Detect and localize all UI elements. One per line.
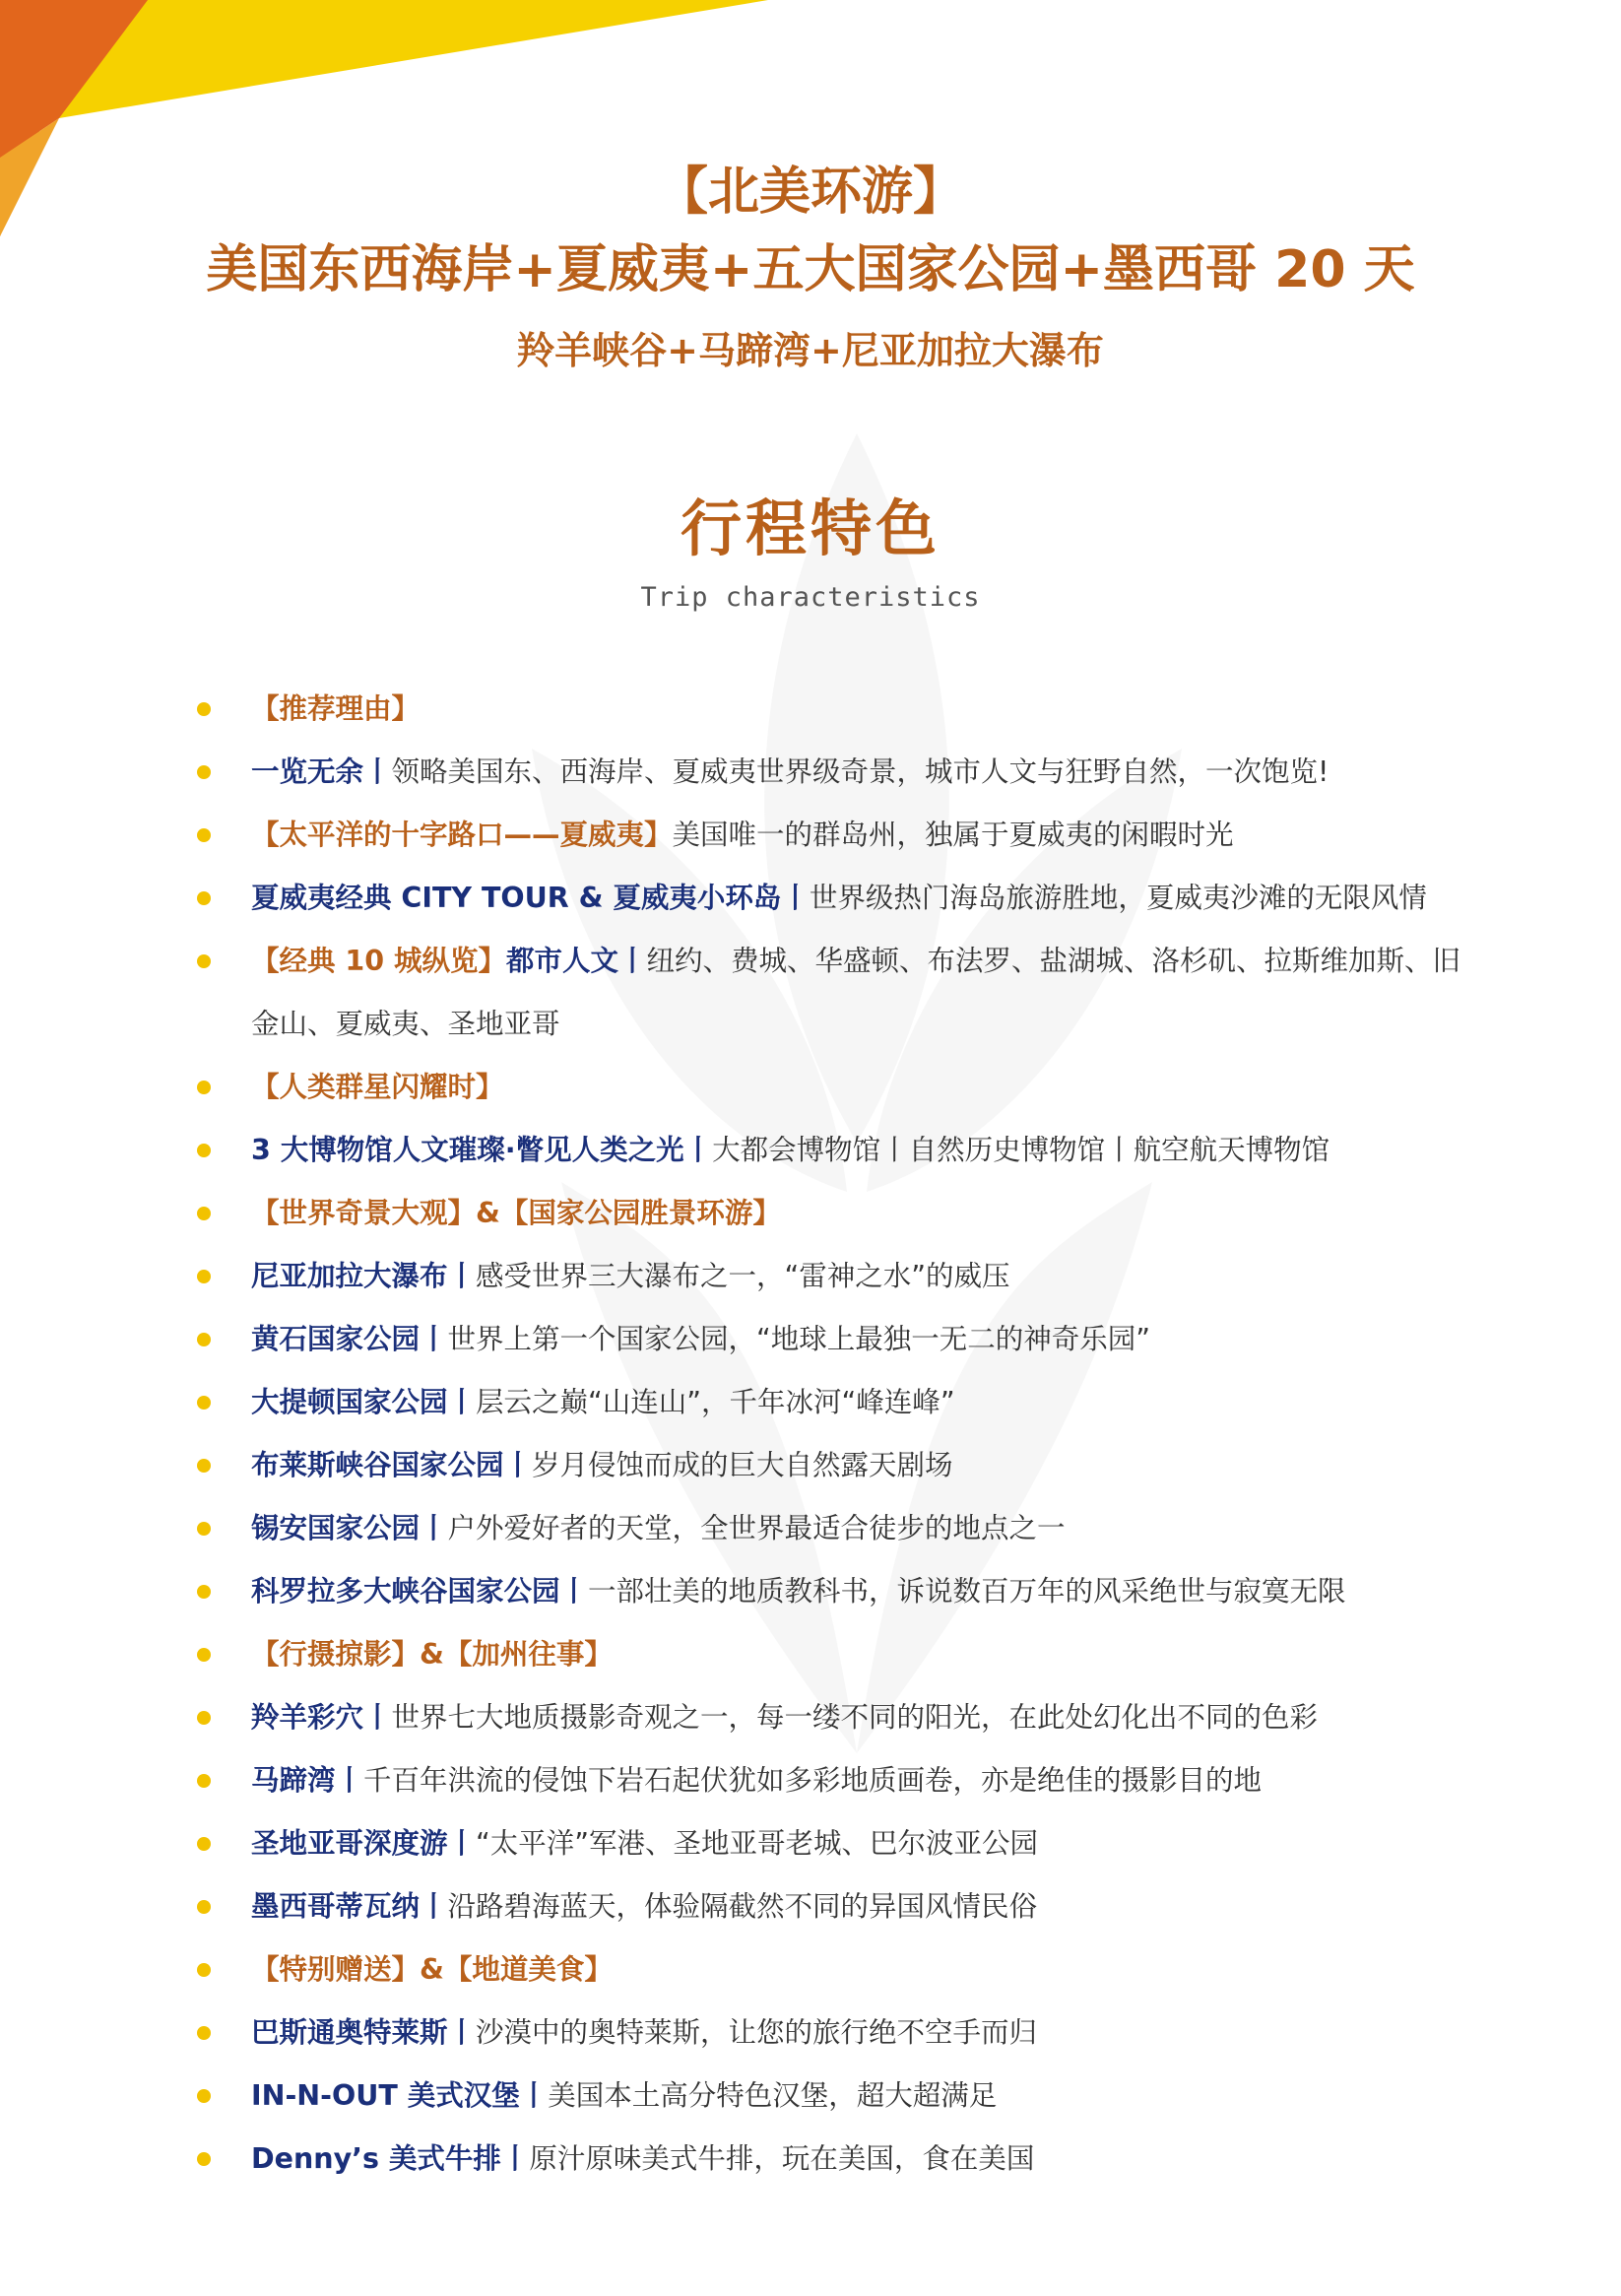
list-item: [197, 1749, 1477, 1812]
category-heading: 【世界奇景大观】&【国家公园胜景环游】: [251, 1197, 781, 1229]
category-heading: 【行摄掠影】&【加州往事】: [251, 1638, 613, 1671]
bullet-icon: [197, 765, 211, 779]
feature-description: 世界级热门海岛旅游胜地，夏威夷沙滩的无限风情: [809, 882, 1427, 914]
feature-description: 层云之巅“山连山”，千年冰河“峰连峰”: [476, 1386, 955, 1418]
feature-keyword: 尼亚加拉大瀑布: [251, 1260, 448, 1292]
section-title: 行程特色: [680, 492, 940, 564]
feature-description: 沿路碧海蓝天，体验隔截然不同的异国风情民俗: [447, 1890, 1038, 1923]
title-block: [0, 158, 1621, 380]
separator: 丨: [618, 945, 647, 977]
feature-description: 沙漠中的奥特莱斯，让您的旅行绝不空手而归: [476, 2016, 1038, 2049]
feature-description: 世界上第一个国家公园，“地球上最独一无二的神奇乐园”: [447, 1323, 1151, 1355]
list-item: [197, 1434, 1477, 1497]
feature-description: 户外爱好者的天堂，全世界最适合徒步的地点之一: [447, 1512, 1066, 1544]
tour-series-title: 【北美环游】: [656, 163, 964, 222]
feature-description: 世界七大地质摄影奇观之一，每一缕不同的阳光，在此处幻化出不同的色彩: [391, 1701, 1319, 1734]
feature-description: 岁月侵蚀而成的巨大自然露天剧场: [532, 1449, 953, 1481]
feature-keyword: 马蹄湾: [251, 1764, 336, 1797]
feature-keyword: 圣地亚哥深度游: [251, 1827, 448, 1860]
list-item: [197, 741, 1477, 804]
bullet-icon: [197, 1396, 211, 1410]
feature-keyword: 夏威夷经典 CITY TOUR & 夏威夷小环岛: [251, 882, 782, 914]
section-subtitle: Trip characteristics: [640, 582, 981, 613]
feature-keyword: 科罗拉多大峡谷国家公园: [251, 1575, 560, 1607]
bullet-icon: [197, 1648, 211, 1662]
feature-description: 千百年洪流的侵蚀下岩石起伏犹如多彩地质画卷，亦是绝佳的摄影目的地: [363, 1764, 1263, 1797]
separator: 丨: [503, 1449, 533, 1481]
separator: 丨: [781, 882, 810, 914]
list-item: [197, 2065, 1477, 2128]
bullet-icon: [197, 1144, 211, 1157]
tour-main-title: 美国东西海岸+夏威夷+五大国家公园+墨西哥 20 天: [206, 240, 1415, 299]
feature-list: [197, 678, 1477, 2191]
feature-description: “太平洋”军港、圣地亚哥老城、巴尔波亚公园: [476, 1827, 1039, 1860]
feature-description: 美国本土高分特色汉堡，超大超满足: [548, 2079, 998, 2112]
bullet-icon: [197, 2089, 211, 2103]
feature-keyword: 锡安国家公园: [251, 1512, 421, 1544]
bullet-icon: [197, 1900, 211, 1914]
list-item: [197, 1686, 1477, 1749]
bullet-icon: [197, 954, 211, 968]
separator: 丨: [683, 1134, 713, 1166]
bullet-icon: [197, 2152, 211, 2166]
feature-keyword: 巴斯通奥特莱斯: [251, 2016, 448, 2049]
bullet-icon: [197, 1207, 211, 1220]
category-heading: 【经典 10 城纵览】: [251, 945, 507, 977]
feature-description: 原汁原味美式牛排，玩在美国，食在美国: [529, 2142, 1035, 2175]
feature-description: 美国唯一的群岛州，独属于夏威夷的闲暇时光: [672, 819, 1234, 851]
list-item: [197, 1938, 1477, 2001]
feature-keyword: 羚羊彩穴: [251, 1701, 364, 1734]
feature-keyword: 3 大博物馆人文璀璨·瞥见人类之光: [251, 1134, 684, 1166]
bullet-icon: [197, 1270, 211, 1283]
category-heading: 【人类群星闪耀时】: [251, 1071, 504, 1103]
feature-keyword: 大提顿国家公园: [251, 1386, 448, 1418]
bullet-icon: [197, 1774, 211, 1788]
list-item: [197, 678, 1477, 741]
feature-keyword: IN-N-OUT 美式汉堡: [251, 2079, 520, 2112]
feature-keyword: 黄石国家公园: [251, 1323, 421, 1355]
list-item: [197, 2128, 1477, 2191]
feature-keyword: 一览无余: [251, 755, 364, 788]
separator: 丨: [335, 1764, 364, 1797]
feature-description: 领略美国东、西海岸、夏威夷世界级奇景，城市人文与狂野自然，一次饱览!: [391, 755, 1329, 788]
list-item: [197, 1623, 1477, 1686]
separator: 丨: [447, 1260, 477, 1292]
bullet-icon: [197, 891, 211, 905]
separator: 丨: [519, 2079, 549, 2112]
separator: 丨: [420, 1890, 448, 1923]
separator: 丨: [420, 1323, 448, 1355]
category-heading: 【太平洋的十字路口——夏威夷】: [251, 819, 673, 851]
feature-keyword: 都市人文: [506, 945, 619, 977]
section-heading: [0, 488, 1621, 618]
bullet-icon: [197, 1837, 211, 1851]
list-item: [197, 930, 1477, 1056]
feature-description: 纽约、费城、华盛顿、布法罗、盐湖城、洛杉矶、拉斯维加斯、旧金山、夏威夷、圣地亚哥: [251, 945, 1461, 1040]
separator: 丨: [363, 1701, 392, 1734]
bullet-icon: [197, 1081, 211, 1094]
separator: 丨: [559, 1575, 589, 1607]
list-item: [197, 1497, 1477, 1560]
separator: 丨: [447, 2016, 477, 2049]
category-heading: 【推荐理由】: [251, 692, 421, 725]
bullet-icon: [197, 1963, 211, 1977]
bullet-icon: [197, 1585, 211, 1599]
list-item: [197, 1812, 1477, 1875]
list-item: [197, 1560, 1477, 1623]
list-item: [197, 1182, 1477, 1245]
list-item: [197, 867, 1477, 930]
separator: 丨: [447, 1827, 477, 1860]
bullet-icon: [197, 1522, 211, 1536]
list-item: [197, 1056, 1477, 1119]
feature-description: 大都会博物馆丨自然历史博物馆丨航空航天博物馆: [712, 1134, 1330, 1166]
bullet-icon: [197, 2026, 211, 2040]
list-item: [197, 1371, 1477, 1434]
bullet-icon: [197, 1459, 211, 1473]
feature-description: 感受世界三大瀑布之一，“雷神之水”的威压: [476, 1260, 1010, 1292]
bullet-icon: [197, 702, 211, 716]
tour-subtitle: 羚羊峡谷+马蹄湾+尼亚加拉大瀑布: [517, 329, 1104, 372]
separator: 丨: [447, 1386, 477, 1418]
feature-description: 一部壮美的地质教科书，诉说数百万年的风采绝世与寂寞无限: [588, 1575, 1346, 1607]
feature-keyword: Denny’s 美式牛排: [251, 2142, 501, 2175]
separator: 丨: [500, 2142, 530, 2175]
separator: 丨: [420, 1512, 448, 1544]
list-item: [197, 2001, 1477, 2065]
list-item: [197, 804, 1477, 867]
bullet-icon: [197, 828, 211, 842]
feature-keyword: 布莱斯峡谷国家公园: [251, 1449, 504, 1481]
list-item: [197, 1119, 1477, 1182]
separator: 丨: [363, 755, 392, 788]
list-item: [197, 1245, 1477, 1308]
list-item: [197, 1875, 1477, 1938]
bullet-icon: [197, 1333, 211, 1346]
category-heading: 【特别赠送】&【地道美食】: [251, 1953, 613, 1986]
feature-keyword: 墨西哥蒂瓦纳: [251, 1890, 421, 1923]
bullet-icon: [197, 1711, 211, 1725]
list-item: [197, 1308, 1477, 1371]
